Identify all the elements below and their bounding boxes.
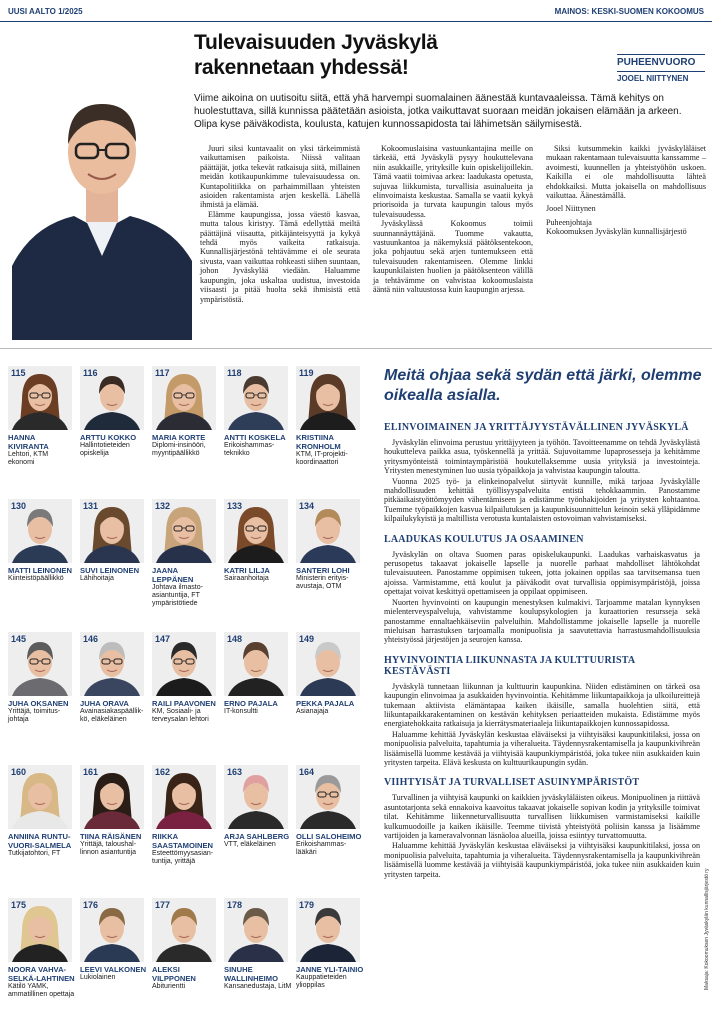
candidate-role: Johtava ilmasto-asiantuntija, FT ympäristötiede — [152, 584, 203, 608]
candidate-photo — [80, 366, 144, 430]
candidate-name: SUVI LEINONEN — [80, 566, 140, 575]
article-columns — [200, 144, 706, 340]
candidate-role: Kansanedustaja, LitM — [224, 983, 292, 990]
candidate-photo — [8, 765, 72, 829]
candidate-photo — [80, 632, 144, 696]
candidate-number: 179 — [299, 900, 315, 910]
candidate-name: KRISTIINA KRONHOLM — [296, 433, 341, 451]
candidate-number: 178 — [227, 900, 243, 910]
candidate-card — [296, 366, 364, 467]
candidate-photo — [296, 765, 360, 829]
candidate-role: Lehtori, KTM ekonomi — [8, 451, 49, 467]
candidate-number: 146 — [83, 634, 99, 644]
candidate-role: KM, Sosiaali- ja terveysalan lehtori — [152, 708, 209, 724]
candidate-name: ALEKSI VILPPONEN — [152, 965, 196, 983]
candidate-card — [224, 366, 292, 458]
candidate-role: Lähihoitaja — [80, 575, 114, 582]
candidate-role: Hallintotieteiden opiskelija — [80, 442, 130, 458]
candidate-name: ARTTU KOKKO — [80, 433, 137, 442]
candidate-photo — [80, 898, 144, 962]
candidate-name: SANTERI LOHI — [296, 566, 350, 575]
candidate-name: RIIKKA SAASTAMOINEN — [152, 832, 214, 850]
candidate-role: Ministerin erityis-avustaja, OTM — [296, 575, 349, 591]
candidate-number: 119 — [299, 368, 314, 378]
program-sections — [384, 410, 700, 879]
candidate-role: Sairaanhoitaja — [224, 575, 269, 582]
candidate-name: OLLI SALOHEIMO — [296, 832, 362, 841]
section-heading: ELINVOIMAINEN JA YRITTÄJYYSTÄVÄLLINEN JYVÄSKYLÄ — [384, 422, 689, 433]
candidate-name: HANNA KIVIRANTA — [8, 433, 49, 451]
candidate-photo — [152, 898, 216, 962]
lead-paragraph: Viime aikoina on uutisoitu siitä, että yhä harvempi suomalainen äänestää kuntavaaleissa. Tämä kehitys on huolestuttava, sillä kunnissa päätetään asioista, jotka vaikuttavat suoraan meidän jokaisen elämään ja arkeen. Olipa kyse päiväkodista, koulusta, katujen kunnossapidosta tai lähimetsän säilymisestä. — [194, 93, 682, 130]
candidate-photo — [152, 366, 216, 430]
candidate-role: Abiturientti — [152, 983, 186, 990]
candidate-role: Diplomi-insinööri, myyntipäällikkö — [152, 442, 206, 458]
candidate-name: PEKKA PAJALA — [296, 699, 355, 708]
candidate-photo — [8, 499, 72, 563]
candidate-photo — [8, 898, 72, 962]
paragraph: Jyväskylässä Kokoomus toimii suunnannäyttäjänä. Tuomme vakautta, vastuunkantoa ja näkemyksiä päätöksentekoon, joka pohjautuu sekä arjen tuntemukseen että tulevaisuuden rakentamiseen. Olemme linkki kaupunkilaisten huolien ja päätöksenteon välillä ja tehtävämme on vahvistaa kokoomuslaista ääntä niin valtuustossa kuin kaupungin arjessa. — [373, 219, 533, 295]
candidate-card — [224, 765, 292, 849]
slogan: Meitä ohjaa sekä sydän että järki, olemme oikealla asialla. — [384, 367, 702, 404]
candidate-number: 116 — [83, 368, 98, 378]
candidate-role: Kätilö YAMK, ammatillinen opettaja — [8, 983, 75, 999]
section-paragraph: Turvallinen ja viihtyisä kaupunki on kaikkien jyväskyläläisten oikeus. Monipuolinen ja riittävä asuntotarjonta sekä ennakoiva kaavoitus takaavat jokaiselle sopivan kodin ja yrityksille toimivat tilat. Kehitämme liikenneturvallisuutta turvallisen liikkumisen varmistamiseksi kaikille kulkumuodoille ja kaiken ikäisille. Teemme tiivistä yhteistyötä poliisin kanssa ja lisäämme vartijoiden ja kameravalvonnan läsnäoloa alueilla, joissa esiintyy turvattomuutta. — [384, 793, 700, 840]
candidate-number: 175 — [11, 900, 27, 910]
candidate-name: SINUHE WALLINHEIMO — [224, 965, 278, 983]
candidate-role: Kiinteistöpäällikkö — [8, 575, 64, 582]
candidate-photo — [152, 765, 216, 829]
candidate-name: MARIA KORTE — [152, 433, 206, 442]
candidate-role: KTM, IT-projekti-koordinaattori — [296, 451, 348, 467]
candidate-photo — [80, 765, 144, 829]
candidate-role: Erikoishammas-teknikko — [224, 442, 275, 458]
candidate-card — [8, 366, 76, 467]
candidate-number: 134 — [299, 501, 315, 511]
candidate-card — [152, 898, 220, 991]
headline-line-1: Tulevaisuuden Jyväskylä — [194, 31, 438, 54]
candidate-photo — [8, 366, 72, 430]
candidate-role: IT-konsultti — [224, 708, 258, 715]
candidate-name: JANNE YLI-TAINIO — [296, 965, 364, 974]
candidate-role: Yrittäjä, toimitus-johtaja — [8, 708, 61, 724]
candidate-number: 117 — [155, 368, 170, 378]
candidate-card — [80, 366, 148, 458]
candidate-card — [80, 898, 148, 982]
top-bar — [0, 0, 712, 22]
candidate-name: ARJA SAHLBERG — [224, 832, 290, 841]
candidate-role: Avainasiakaspäällik-kö, eläkeläinen — [80, 708, 144, 724]
candidate-name: ANNIINA RUNTU-VUORI-SALMELA — [8, 832, 72, 850]
candidate-role: Kauppatieteiden ylioppilas — [296, 974, 347, 990]
candidate-number: 148 — [227, 634, 243, 644]
candidate-card — [152, 765, 220, 866]
section-divider — [0, 348, 712, 349]
section-paragraph: Nuorten hyvinvointi on kaupungin menestyksen kulmakivi. Tarjoamme matalan kynnyksen mielenterveyspalveluja, vahvistamme koulupsykologien ja kuraattorien resursseja sekä panostamme ennaltaehkäiseviin palveluihin. Mahdollistamme jokaiselle lapselle ja nuorelle mieluisan harrastuksen tarjoamalla monipuolisia ja saavutettavia harrastusmahdollisuuksia yhteistyössä järjestöjen ja seurojen kanssa. — [384, 597, 700, 645]
candidate-name: JUHA OKSANEN — [8, 699, 69, 708]
article-column-3 — [546, 144, 706, 237]
candidate-photo — [224, 898, 288, 962]
headline-line-2: rakennetaan yhdessä! — [194, 56, 409, 79]
candidate-name: RAILI PAAVONEN — [152, 699, 216, 708]
candidate-card — [80, 765, 148, 857]
candidate-card — [152, 366, 220, 458]
main-portrait — [12, 56, 192, 340]
candidate-card — [80, 632, 148, 724]
candidate-number: 115 — [11, 368, 26, 378]
candidate-number: 164 — [299, 767, 315, 777]
candidate-number: 147 — [155, 634, 171, 644]
paragraph: Kokoomuslaisina vastuunkantajina meille on tärkeää, että Jyväskylä pysyy houkuttelevana niin asukkaille, yrityksille kuin opiskelijoillekin. Tämä vaatii toimivaa arkea: laadukasta opetusta, sujuvaa liikkumista, turvallisia asuinalueita ja elinvoimaista keskustaa. Samalla se vaatii kykyä priorisoida ja turvata kaupungin talous myös tulevaisuudessa. — [373, 144, 533, 219]
candidate-role: Yrittäjä, taloushal-linnon asiantuntija — [80, 841, 137, 857]
section-paragraph: Jyväskylän elinvoima perustuu yrittäjyyteen ja työhön. Tavoitteenamme on tehdä Jyväskylästä houkutteleva paikka asua, työskennellä ja yrittää. Sujuvoitamme lupaprosesseja ja kehitämme yritysmyönteistä toimintaympäristöä houkutellaksemme uusia yrityksiä ja investointeja. Yritysten menestyminen luo uusia työpaikkoja ja vahvistaa kaupungin taloutta. — [384, 438, 700, 476]
section-heading: HYVINVOINTIA LIIKUNNASTA JA KULTTUURISTA KESTÄVÄSTI — [384, 654, 635, 677]
candidate-card — [80, 499, 148, 583]
candidate-number: 162 — [155, 767, 171, 777]
candidate-number: 177 — [155, 900, 171, 910]
candidate-card — [296, 632, 364, 716]
candidate-photo — [224, 499, 288, 563]
paragraph: Siksi kutsummekin kaikki jyväskyläläiset mukaan rakentamaan tulevaisuutta kanssamme – avoimesti, kuunnellen ja yhteistyöhön uskoen. Kaikilla ei ole mahdollisuutta lähteä ehdokkaiksi. Mutta jokaisella on mahdollisuus vaikuttaa. Äänestämällä. — [546, 144, 706, 201]
candidate-photo — [224, 765, 288, 829]
candidate-role: Erikoishammas-lääkäri — [296, 841, 347, 857]
section-paragraph: Jyväskylä tunnetaan liikunnan ja kulttuurin kaupunkina. Niiden edistäminen on tärkeä osa kaupungin elinvoimaa ja asukkaiden hyvinvointia. Kehitämme liikuntapaikkoja ja ulkoilureittejä tukemaan aktiivista elämäntapaa kaiken ikäisille, samalla huolehtien siitä, että liikuntapaikkarakentaminen on kestävän kehityksen periaatteiden mukaista. Edistämme myös energiatehokkaita ratkaisuja ja kierrätysmateriaaleja liikuntapaikkojen kunnossapidossa. — [384, 681, 700, 729]
candidate-number: 163 — [227, 767, 243, 777]
candidate-card — [8, 499, 76, 583]
article-column-2 — [373, 144, 533, 295]
candidate-number: 118 — [227, 368, 242, 378]
candidate-number: 176 — [83, 900, 99, 910]
candidate-card — [224, 499, 292, 583]
candidate-role: Tutkijatohtori, FT — [8, 850, 61, 857]
candidate-number: 133 — [227, 501, 243, 511]
candidate-number: 145 — [11, 634, 27, 644]
candidate-card — [8, 765, 76, 858]
candidate-photo — [152, 499, 216, 563]
candidate-card — [8, 898, 76, 999]
candidate-number: 130 — [11, 501, 27, 511]
candidate-card — [296, 898, 364, 990]
signature: Jooel Niittynen — [546, 204, 596, 214]
candidate-name: ANTTI KOSKELA — [224, 433, 286, 442]
candidate-card — [224, 898, 292, 991]
paragraph: Juuri siksi kuntavaalit on yksi tärkeimmistä vaikuttamisen paikoista. Niissä valitaan päättäjät, jotka tekevät ratkaisuja siitä, millainen meidän kotikaupunkimme tulevaisuudessa on. Kuntapolitiikka on parhaimmillaan yhteisten asioiden rakentamista arjen keskellä. Lähellä ihmistä ja elämää. — [200, 144, 360, 210]
candidate-number: 160 — [11, 767, 27, 777]
candidate-card — [152, 632, 220, 724]
candidate-photo — [296, 366, 360, 430]
candidate-number: 161 — [83, 767, 99, 777]
candidate-card — [296, 499, 364, 591]
candidate-name: LEEVI VALKONEN — [80, 965, 147, 974]
candidate-name: TIINA RÄISÄNEN — [80, 832, 142, 841]
candidate-card — [8, 632, 76, 724]
candidate-photo — [152, 632, 216, 696]
puheenvuoro-author: JOOEL NIITTYNEN — [617, 71, 705, 83]
candidate-name: JUHA ORAVA — [80, 699, 129, 708]
candidate-card — [152, 499, 220, 609]
advert-label: MAINOS: KESKI-SUOMEN KOKOOMUS — [554, 7, 704, 16]
candidate-photo — [224, 632, 288, 696]
section-paragraph: Haluamme kehittää Jyväskylän keskustaa eläväiseksi ja viihtyisäksi kaupunkitilaksi, jossa on monipuolisia palveluita, tapahtumia ja viheralueita. Täydennysrakentamisella ja kaupunkivihreän lisäämisellä luomme kestävää ja viihtyisää kaupunkiympäristöä, joka tukee niin asukkaiden kuin yritysten tarpeita. Elävä keskusta on kulttuurikaupungin sydän. — [384, 729, 700, 767]
candidate-role: Esteettömyysasian-tuntija, yrittäjä — [152, 850, 214, 866]
section-paragraph: Haluamme kehittää Jyväskylän keskustaa eläväiseksi ja viihtyisäksi kaupunkitilaksi, jossa on monipuolisia palveluita, tapahtumia ja viheralueita. Täydennysrakentamisella ja kaupunkivihreän lisäämisellä luomme kestävää ja viihtyisää kaupunkiympäristöä, joka tukee niin asukkaiden kuin yritysten tarpeita. — [384, 841, 700, 879]
candidate-number: 149 — [299, 634, 315, 644]
article-column-1 — [200, 144, 360, 304]
candidate-card — [296, 765, 364, 857]
candidate-photo — [296, 898, 360, 962]
puheenvuoro-box — [617, 54, 705, 83]
candidate-photo — [296, 632, 360, 696]
section-paragraph: Jyväskylän on oltava Suomen paras opiskelukaupunki. Laadukas varhaiskasvatus ja perusopetus takaavat jokaiselle lapselle ja nuorelle parhaat mahdolliset lähtökohdat tulevaisuuteen. Panostamme oppimisen tukeen, jotta jokainen oppilas saa tarvitsemansa tuen ajoissa. Varmistamme, että koulut ja päiväkodit ovat turvallisia oppimisympäristöjä, joissa opettajat voivat keskittyä opettamiseen ja oppilaat oppimiseen. — [384, 549, 700, 597]
issue-label: UUSI AALTO 1/2025 — [8, 7, 83, 16]
signature-organization: Kokoomuksen Jyväskylän kunnallisjärjestö — [546, 227, 687, 237]
section-heading: LAADUKAS KOULUTUS JA OSAAMINEN — [384, 533, 584, 545]
signature-title: Puheenjohtaja — [546, 217, 592, 227]
candidate-role: Lukiolainen — [80, 974, 116, 981]
candidate-photo — [80, 499, 144, 563]
section-paragraph: Vuonna 2025 työ- ja elinkeinopalvelut siirtyvät kunnille, mikä tarjoaa Jyväskylälle mahdollisuuden kehittää työllisyyspalveluita entistä tehokkaammin. Panostamme pitkäaikaistyöttömyyden vähentämiseen ja edistämme työnhakijoiden ja yritysten kohtaantoa. Tuemme työpaikkojen kasvua kilpailutuksen ja kaupunkisuunnittelun keinoin sekä ylläpidämme kilpailukykyistä ja maltillista verotusta kuntalaisten ostovoiman vahvistamiseksi. — [384, 476, 700, 524]
candidate-role: VTT, eläkeläinen — [224, 841, 276, 848]
payer-note-text: Maksaja: Kokoomuksen Jyväskylän kunnallisjärjestö ry — [704, 868, 710, 990]
candidate-number: 131 — [83, 501, 99, 511]
candidate-name: JAANA LEPPÄNEN — [152, 566, 194, 584]
candidate-card — [224, 632, 292, 716]
candidate-name: KATRI LILJA — [224, 566, 270, 575]
candidate-name: MATTI LEINONEN — [8, 566, 72, 575]
candidate-photo — [296, 499, 360, 563]
payer-note — [704, 870, 712, 990]
puheenvuoro-label: PUHEENVUORO — [617, 57, 696, 68]
candidate-role: Asianajaja — [296, 708, 329, 715]
candidate-name: ERNO PAJALA — [224, 699, 278, 708]
candidate-number: 132 — [155, 501, 171, 511]
candidate-photo — [224, 366, 288, 430]
section-heading: VIIHTYISÄT JA TURVALLISET ASUINYMPÄRISTÖT — [384, 777, 640, 789]
paragraph: Elämme kaupungissa, jossa väestö kasvaa, mutta talous kiristyy. Tämä edellyttää meiltä päättäjinä viisautta, pitkäjänteisyyttä ja kykyä tehdä myös vaikeita ratkaisuja. Kunnallisjärjestönä tehtävämme ei ole seurata sivusta, vaan vaikuttaa rohkeasti siihen suuntaan, johon Jyväskylää viedään. Haluamme kaupungin, joka uskaltaa uudistua, investoida viisaasti ja pitää huolta sekä ihmisistä että ympäristöstä. — [200, 209, 360, 304]
headline — [194, 30, 594, 80]
candidate-name: NOORA VAHVA-SELKÄ-LAHTINEN — [8, 965, 75, 983]
candidate-photo — [8, 632, 72, 696]
